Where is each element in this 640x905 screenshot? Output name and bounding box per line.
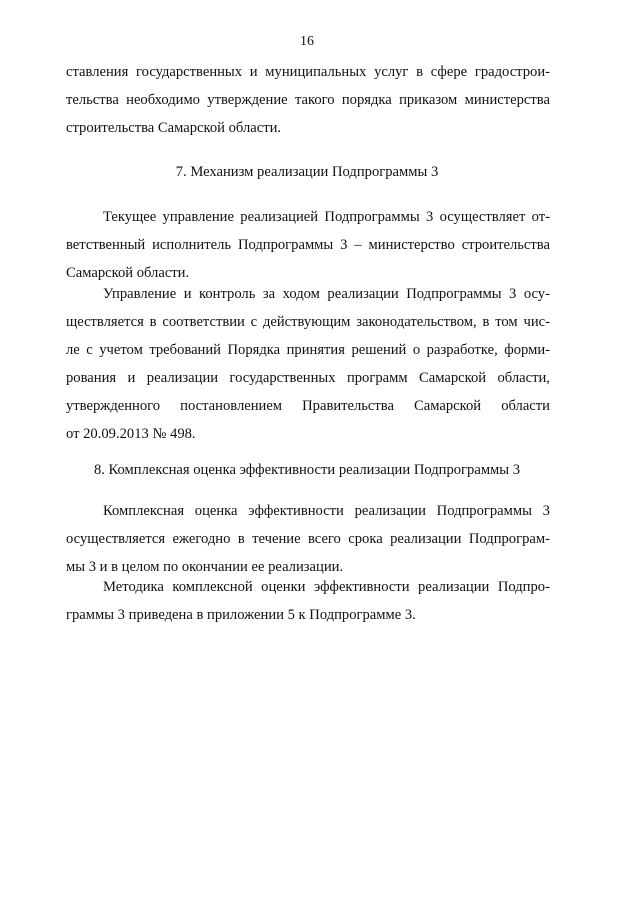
word: срока: [348, 531, 383, 547]
word: 3: [340, 237, 348, 253]
text-line: [66, 573, 550, 601]
word: осуществляется: [66, 531, 166, 547]
section-7-paragraph-1: [66, 203, 550, 287]
word: течение: [252, 531, 301, 547]
word: о: [412, 342, 421, 358]
word: Методика: [103, 579, 164, 595]
word: Комплексная: [103, 503, 185, 519]
word: исполнитель: [152, 237, 232, 253]
text-line: [66, 336, 550, 364]
word: 3: [426, 209, 434, 225]
word: ежегодно: [172, 531, 231, 547]
word: Подпрограммы: [237, 237, 334, 253]
word: Самарской: [414, 398, 482, 414]
word: рования: [66, 370, 117, 386]
text-line: строительства Самарской области.: [66, 120, 282, 136]
word: ходом: [282, 286, 320, 302]
text-line: [66, 497, 550, 525]
section-8-paragraph-1: [66, 497, 550, 581]
word: реализации: [390, 531, 462, 547]
word: утвержденного: [66, 398, 161, 414]
word: –: [354, 237, 362, 253]
word: необходимо: [126, 92, 200, 108]
section-7-heading: 7. Механизм реализации Подпрограммы 3: [175, 164, 439, 180]
word: осу-: [523, 286, 550, 302]
word: области: [501, 398, 550, 414]
word: постановлением: [180, 398, 283, 414]
word: от-: [531, 209, 550, 225]
word: всего: [307, 531, 341, 547]
text-line: мы 3 и в целом по окончании ее реализации.: [66, 559, 344, 575]
word: Подпрограммы: [406, 286, 502, 302]
section-8-paragraph-2: [66, 573, 550, 629]
word: и: [127, 370, 136, 386]
word: Подпро-: [497, 579, 550, 595]
word: Самарской: [419, 370, 487, 386]
word: законодательством,: [356, 314, 477, 330]
word: эффективности: [248, 503, 344, 519]
word: Подпрограммы: [436, 503, 532, 519]
word: ле: [66, 342, 80, 358]
word: реализации: [327, 286, 399, 302]
page-number: 16: [300, 34, 314, 49]
text-line: [66, 203, 550, 231]
text-line: граммы 3 приведена в приложении 5 к Подпрограмме 3.: [66, 607, 416, 623]
section-7-paragraph-2: [66, 280, 550, 448]
word: сфере: [430, 64, 468, 80]
word: тельства: [66, 92, 119, 108]
word: реализации: [146, 370, 219, 386]
word: действующим: [262, 314, 351, 330]
word: Порядка: [227, 342, 281, 358]
word: государственных: [136, 64, 243, 80]
text-line: [66, 86, 550, 114]
word: 3: [509, 286, 517, 302]
word: соответствии: [162, 314, 245, 330]
word: градострои-: [474, 64, 550, 80]
text-line: Самарской области.: [66, 265, 190, 281]
text-line: от 20.09.2013 № 498.: [66, 426, 196, 442]
word: и: [183, 286, 192, 302]
word: форми-: [504, 342, 550, 358]
word: том: [495, 314, 518, 330]
text-line: [66, 58, 550, 86]
word: эффективности: [313, 579, 410, 595]
word: реализацией: [240, 209, 319, 225]
word: 3: [542, 503, 550, 519]
word: реализации: [418, 579, 490, 595]
word: управление: [162, 209, 234, 225]
word: ветственный: [66, 237, 146, 253]
word: порядка: [341, 92, 392, 108]
paragraph-continuation: [66, 58, 550, 142]
word: комплексной: [172, 579, 253, 595]
word: Управление: [103, 286, 177, 302]
word: и: [249, 64, 258, 80]
section-8-heading: 8. Комплексная оценка эффективности реализации Подпрограммы 3: [93, 462, 521, 478]
word: Подпрограммы: [324, 209, 420, 225]
word: чис-: [523, 314, 550, 330]
word: программ: [346, 370, 408, 386]
word: ставления: [66, 64, 129, 80]
word: Подпрограм-: [468, 531, 550, 547]
word: оценки: [261, 579, 306, 595]
word: строительства: [461, 237, 550, 253]
word: такого: [294, 92, 335, 108]
word: ществляется: [66, 314, 144, 330]
word: контроль: [199, 286, 256, 302]
word: в: [482, 314, 490, 330]
word: оценка: [194, 503, 238, 519]
word: Правительства: [302, 398, 394, 414]
word: осуществляет: [439, 209, 526, 225]
word: с: [250, 314, 258, 330]
word: государственных: [229, 370, 336, 386]
word: муниципальных: [265, 64, 367, 80]
word: в: [237, 531, 245, 547]
word: учетом: [99, 342, 143, 358]
text-line: [66, 280, 550, 308]
word: разработке,: [426, 342, 498, 358]
text-line: [66, 231, 550, 259]
word: области,: [497, 370, 550, 386]
word: решений: [351, 342, 407, 358]
word: реализации: [354, 503, 426, 519]
word: требований: [149, 342, 221, 358]
word: услуг: [374, 64, 409, 80]
word: за: [262, 286, 276, 302]
word: утверждение: [207, 92, 288, 108]
word: приказом: [399, 92, 458, 108]
word: министерство: [368, 237, 455, 253]
word: с: [86, 342, 93, 358]
word: в: [416, 64, 424, 80]
word: Текущее: [103, 209, 157, 225]
word: принятия: [286, 342, 345, 358]
text-line: [66, 525, 550, 553]
word: в: [149, 314, 157, 330]
text-line: [66, 392, 550, 420]
text-line: [66, 308, 550, 336]
word: министерства: [464, 92, 550, 108]
text-line: [66, 364, 550, 392]
